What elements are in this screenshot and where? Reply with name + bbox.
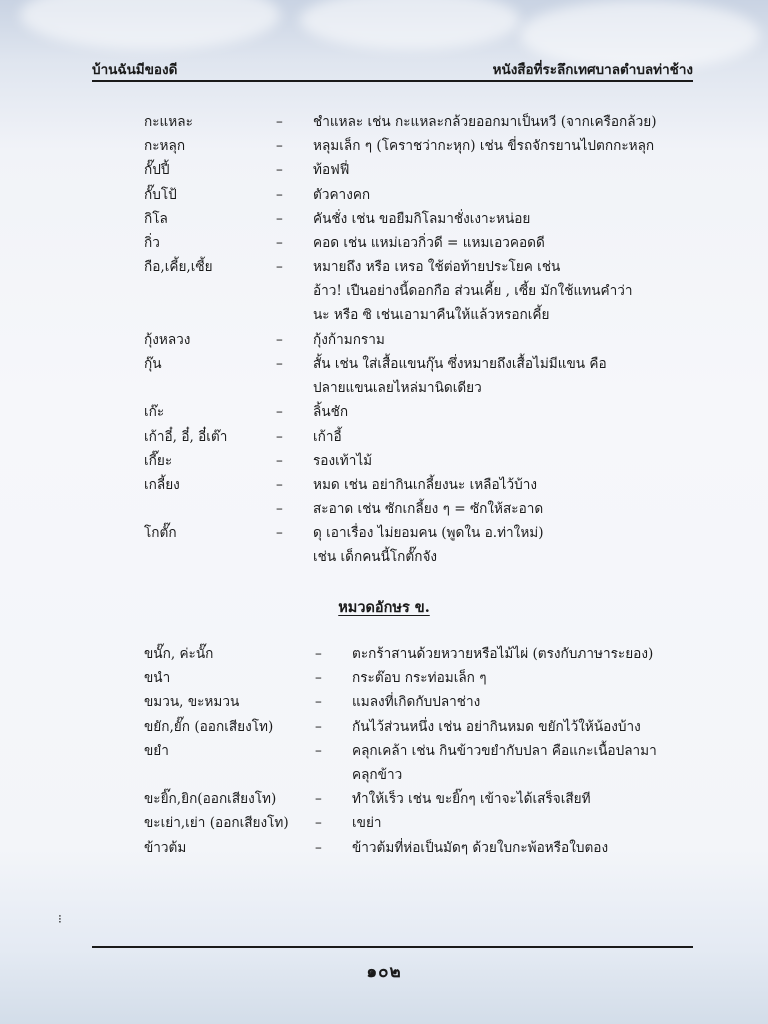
entry-dash: – [276,235,283,251]
definition-line: กันไว้ส่วนหนึ่ง เช่น อย่ากินหมด ขยักไว้ให้น้องบ้าง [352,718,641,735]
entry-definition [313,402,348,426]
header-left-title: บ้านฉันมีของดี [92,62,178,78]
entry-definition [352,813,382,837]
definition-line: กระต๊อบ กระท่อมเล็ก ๆ [352,670,487,687]
definition-line: เขย่า [352,815,382,832]
entry-definition [352,644,653,668]
margin-mark: ⁝ [58,912,62,926]
definition-line: ดุ เอาเรื่อง ไม่ยอมคน (พูดใน อ.ท่าใหม่) [313,525,544,542]
definition-line: สั้น เช่น ใส่เสื้อแขนกุ๊น ซึ่งหมายถึงเสื้อไม่มีแขน คือ [313,356,607,372]
footer-rule [92,946,693,948]
entry-term: ข้าวต้ม [144,839,187,856]
entry-definition [352,838,608,862]
definition-line: หมายถึง หรือ เหรอ ใช้ต่อท้ายประโยค เช่น [313,259,561,276]
entry-dash: – [276,162,283,179]
entry-term: กิ่ว [144,235,160,251]
entry-definition [313,136,654,160]
entry-dash: – [315,815,322,832]
entry-definition [313,451,372,475]
entry-definition [313,160,349,184]
entry-term: ขมวน, ขะหมวน [144,694,240,711]
entry-dash: – [315,670,322,687]
entry-term: โกตั๊ก [144,525,177,542]
entry-definition [352,668,487,692]
entry-definition [352,789,591,813]
entry-definition [313,523,544,571]
definition-line: ตัวคางคก [313,186,371,203]
entry-definition [313,257,633,329]
entry-dash: – [315,718,322,735]
entry-term: ขนั๊ก, ค่ะนั๊ก [144,646,214,662]
section-b-title-text: หมวดอักษร ข. [338,599,430,616]
definition-line: คลุกเคล้า เช่น กินข้าวขยำกับปลา คือแกะเนื้อปลามา [352,742,657,759]
entry-dash: – [315,839,322,856]
entry-definition [313,330,385,354]
entry-definition [313,427,342,451]
definition-line: คอด เช่น แหม่เอวกิ่วดี = แหมเอวคอดดี [313,235,545,251]
entry-dash: – [315,742,322,759]
definition-line: หลุมเล็ก ๆ (โคราชว่ากะหุก) เช่น ขี่รถจักรยานไปตกกะหลุก [313,138,655,155]
entry-term: กะแหละ [144,114,193,130]
entry-term: กือ,เคี้ย,เซี้ย [144,259,213,276]
entry-term: กุ๊น [144,356,162,372]
definition-line: ทำให้เร็ว เช่น ขะยิ๊กๆ เข้าจะได้เสร็จเสียที [352,791,591,808]
section-b-title [0,596,768,619]
definition-line: ชำแหละ เช่น กะแหละกล้วยออกมาเป็นหวี (จากเครือกล้วย) [313,114,657,130]
definition-line: เก้าอี้ [313,428,342,445]
definition-line: ท้อฟฟี่ [313,162,350,179]
definition-line: ข้าวต้มที่ห่อเป็นมัดๆ ด้วยใบกะพ้อหรือใบตอง [352,839,609,856]
definition-line: สะอาด เช่น ซักเกลี้ยง ๆ = ซักให้สะอาด [313,501,544,518]
entry-dash: – [315,646,322,662]
entry-definition [352,741,657,789]
entry-term: ขยัก,ยั๊ก (ออกเสียงโท) [144,718,274,735]
entry-term: กุ้งหลวง [144,331,191,348]
entry-dash: – [276,259,283,276]
entry-term: กั๊บโป้ [144,186,177,203]
entry-definition [313,209,530,233]
entry-dash: – [276,210,283,227]
entry-term: กั๊ปปี้ [144,162,170,179]
entry-dash: – [276,331,283,348]
entry-definition [352,717,641,741]
entry-term: ขนำ [144,670,171,687]
entry-dash: – [276,404,283,421]
entry-dash: – [276,477,283,493]
entry-term: เกี๊ยะ [144,452,173,469]
entry-term: ขะยิ๊ก,ยิก(ออกเสียงโท) [144,791,277,808]
entry-dash: – [276,138,283,155]
entry-definition [352,692,480,716]
entry-term: ขยำ [144,742,169,759]
entry-dash: – [276,501,283,518]
entry-term: เก๊ะ [144,404,165,421]
definition-line: รองเท้าไม้ [313,452,373,469]
entry-term: เกลี้ยง [144,477,180,493]
definition-line: นะ หรือ ซิ เช่นเอามาคืนให้แล้วหรอกเคี้ย [313,307,550,324]
entry-dash: – [315,694,322,711]
entry-term: กะหลุก [144,138,186,155]
entry-definition [313,475,537,499]
entry-definition [313,354,607,402]
entry-definition [313,233,545,257]
definition-line: อ้าว! เปืนอย่างนี้ดอกกือ ส่วนเคี้ย , เซี้ย มักใช้แทนคำว่า [313,283,633,300]
entry-dash: – [276,452,283,469]
entry-definition [313,185,370,209]
definition-line: กุ้งก้ามกราม [313,331,385,348]
definition-line: คันชั่ง เช่น ขอยืมกิโลมาชั่งเงาะหน่อย [313,210,531,227]
page-number: ๑๐๒ [366,962,402,982]
definition-line: เช่น เด็กคนนี้โกตั๊กจัง [313,549,438,566]
entry-dash: – [276,114,283,130]
definition-line: ปลายแขนเลยไหล่มานิดเดียว [313,380,482,396]
entry-definition [313,112,657,136]
definition-line: หมด เช่น อย่ากินเกลี้ยงนะ เหลือไว้บ้าง [313,477,538,493]
entry-term: กิโล [144,210,168,227]
entry-dash: – [276,525,283,542]
entry-dash: – [276,428,283,445]
definition-line: คลุกข้าว [352,766,403,783]
entry-dash: – [276,356,283,372]
header-right-title: หนังสือที่ระลึกเทศบาลตำบลท่าช้าง [492,62,693,78]
entry-dash: – [276,186,283,203]
definition-line: แมลงที่เกิดกับปลาช่าง [352,694,481,711]
definition-line: ตะกร้าสานด้วยหวายหรือไม้ไผ่ (ตรงกับภาษาระยอง) [352,646,654,662]
entry-term: ขะเย่า,เย่า (ออกเสียงโท) [144,815,289,832]
definition-line: ลิ้นชัก [313,404,349,421]
entry-definition [313,499,543,523]
entry-dash: – [315,791,322,808]
entry-term: เก้าอี๋, อี๋, อี๋เต๊า [144,428,228,445]
